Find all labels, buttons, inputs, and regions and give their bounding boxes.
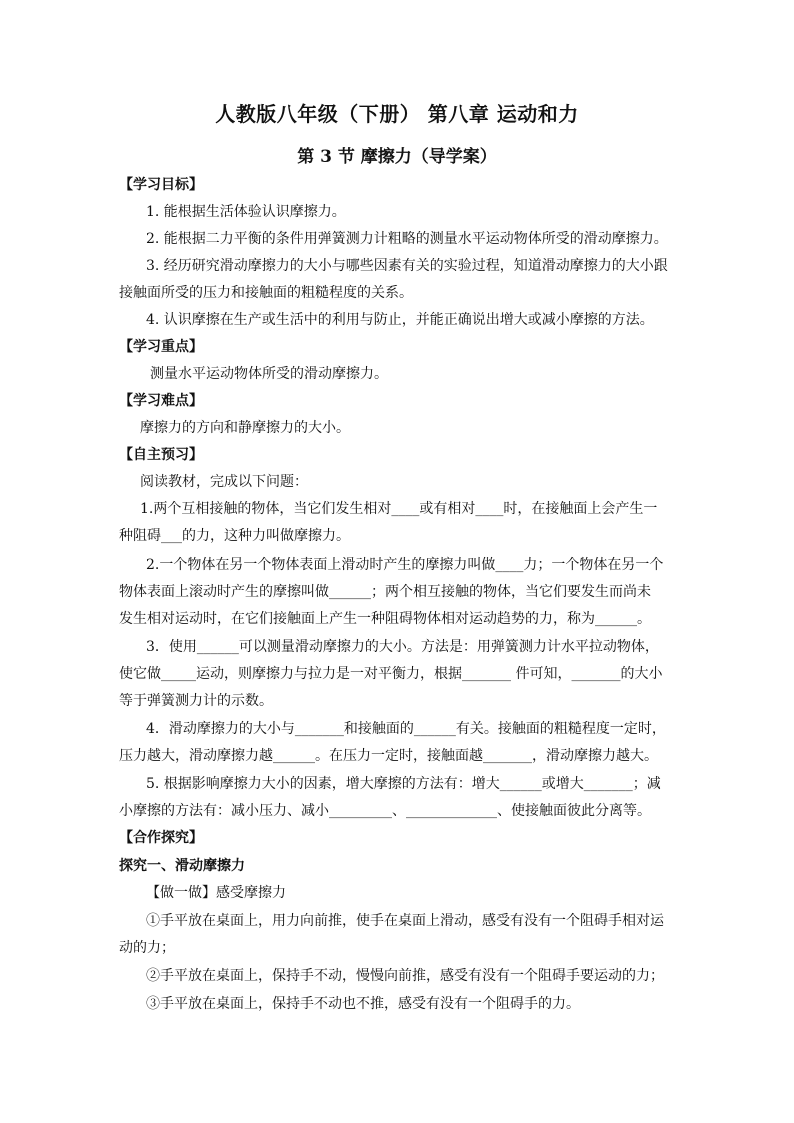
objective-item-continuation: 接触面所受的压力和接触面的粗糙程度的关系。: [119, 285, 413, 301]
preview-line: 4．滑动摩擦力的大小与_______和接触面的______有关。接触面的粗糙程度一定时，: [146, 721, 666, 737]
difficulty-text: 摩擦力的方向和静摩擦力的大小。: [140, 420, 350, 436]
preview-line: 压力越大，滑动摩擦力越______。在压力一定时，接触面越_______，滑动摩擦力越大。: [119, 748, 658, 764]
document-subtitle: 第 3 节 摩擦力（导学案）: [297, 147, 497, 167]
preview-line: 2.一个物体在另一个物体表面上滑动时产生的摩擦力叫做____力；一个物体在另一个: [146, 557, 664, 573]
key-point-text: 测量水平运动物体所受的滑动摩擦力。: [150, 366, 388, 382]
explore-line: ③手平放在桌面上，保持手不动也不推，感受有没有一个阻碍手的力。: [146, 996, 580, 1012]
preview-line: 种阻碍___的力，这种力叫做摩擦力。: [119, 528, 350, 544]
explore-heading: 【合作探究】: [119, 830, 203, 846]
preview-line: 物体表面上滚动时产生的摩擦叫做______；两个相互接触的物体，当它们要发生而尚未: [119, 584, 651, 600]
preview-heading: 【自主预习】: [119, 447, 203, 463]
preview-line: 3．使用______可以测量滑动摩擦力的大小。方法是：用弹簧测力计水平拉动物体，: [146, 639, 659, 655]
preview-line: 小摩擦的方法有：减小压力、减小_________、_____________、使接触面彼此分离等。: [119, 803, 651, 819]
difficulty-heading: 【学习难点】: [119, 393, 203, 409]
explore-sub-heading: 探究一、滑动摩擦力: [119, 858, 245, 874]
explore-line: 动的力；: [119, 940, 175, 956]
document-title: 人教版八年级（下册） 第八章 运动和力: [215, 102, 579, 126]
preview-line: 阅读教材，完成以下问题：: [140, 474, 308, 490]
objective-item: 4. 认识摩擦在生产或生活中的利用与防止，并能正确说出增大或减小摩擦的方法。: [146, 312, 654, 328]
preview-line: 发生相对运动时，在它们接触面上产生一种阻碍物体相对运动趋势的力，称为______。: [119, 611, 651, 627]
objective-item: 1. 能根据生活体验认识摩擦力。: [146, 204, 346, 220]
objectives-heading: 【学习目标】: [119, 177, 203, 193]
key-point-heading: 【学习重点】: [119, 339, 203, 355]
objective-item: 3. 经历研究滑动摩擦力的大小与哪些因素有关的实验过程，知道滑动摩擦力的大小跟: [146, 258, 668, 274]
preview-line: 等于弹簧测力计的示数。: [119, 693, 273, 709]
preview-line: 5. 根据影响摩擦力大小的因素，增大摩擦的方法有：增大______或增大_______；减: [146, 776, 661, 792]
preview-line: 1.两个互相接触的物体，当它们发生相对____或有相对____时，在接触面上会产生一: [140, 501, 658, 517]
explore-line: ①手平放在桌面上，用力向前推，使手在桌面上滑动，感受有没有一个阻碍手相对运: [146, 913, 664, 929]
preview-line: 使它做_____运动，则摩擦力与拉力是一对平衡力，根据_______ 件可知，_______的大小: [119, 666, 663, 682]
explore-line: ②手平放在桌面上，保持手不动，慢慢向前推，感受有没有一个阻碍手要运动的力；: [146, 968, 664, 984]
objective-item: 2. 能根据二力平衡的条件用弹簧测力计粗略的测量水平运动物体所受的滑动摩擦力。: [146, 231, 668, 247]
explore-activity: 【做一做】感受摩擦力: [146, 885, 286, 901]
